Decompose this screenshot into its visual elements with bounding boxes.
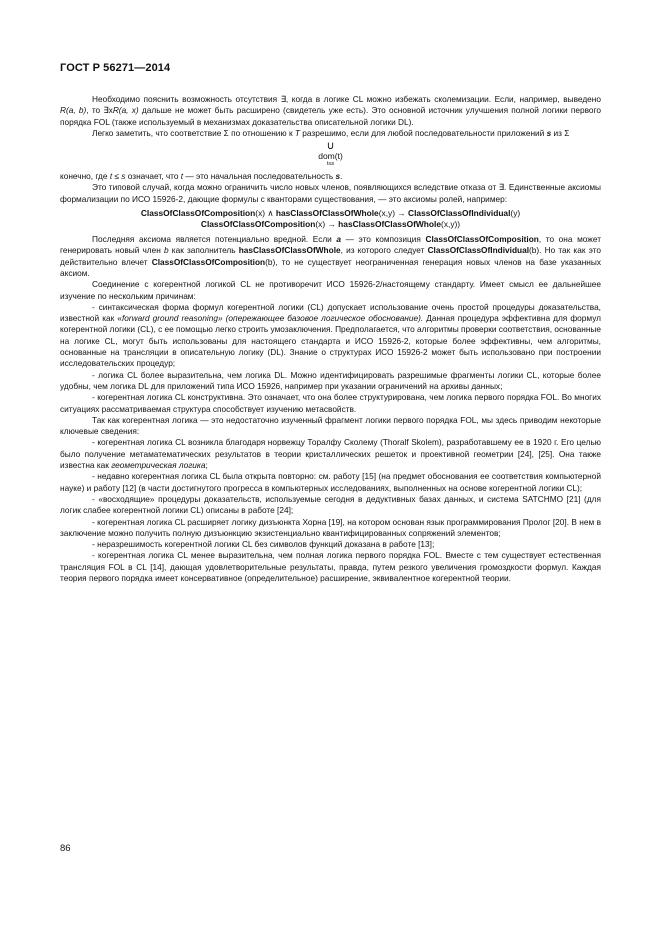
list-item-rediscovery: - недавно когерентная логика CL была открыта повторно: см. работу [15] (на предмет обоснования ее соответствия компьютерной науке) и работу [12] (в части достигнутого прогресса в компьютерных исследованиях, выполненных на основе когерентной логики CL); — [60, 471, 601, 493]
page-body — [60, 94, 601, 584]
axiom-line-2: ClassOfClassOfComposition(x) → hasClassOfClassOfWhole(x,y)) — [200, 219, 461, 230]
paragraph-harmful-axiom: Последняя аксиома является потенциально вредной. Если a — это композиция ClassOfClassOfComposition, то она может генерировать новый член b как заполнитель hasClassOfClassOfWhole, из которого следует ClassOfClassOfIndividual(b). Но так как это действительно влечет ClassOfClassOfComposition(b), то не существует неограниченная генерация новых членов на базе указанных аксиом. — [60, 234, 601, 278]
list-item-translation: - когерентная логика CL менее выразительна, чем полная логика первого порядка FOL. Вместе с тем существует естественная трансляция FOL в CL [14], дающая удовлетворительные результаты, правда, путем резкого увеличения громоздкости формул. Каждая теория первого порядка имеет консервативное (определительное) расширение, эквивалентное когерентной теории. — [60, 550, 601, 583]
formula-body: dom(t) — [318, 151, 343, 162]
list-item-expressiveness: - логика CL более выразительна, чем логика DL. Можно идентифицировать разрешимые фрагменты логики CL, которые более удобны, чем логика DL для приложений типа ИСО 15926, например при указании ограничений на архивы данных; — [60, 369, 601, 391]
paragraph-skolemization: Необходимо пояснить возможность отсутствия ∃, когда в логике CL можно избежать сколемизации. Если, например, выведено R(a, b), то ∃xR(a, x) дальше не может быть расширено (свидетель уже есть). Это основной источник улучшения полной логики первого порядка FOL (также используемый в механизмах доказательства описательной логики DL). — [60, 94, 601, 127]
list-item-horn: - когерентная логика CL расширяет логику дизъюнкта Хорна [19], на котором основан язык программирования Пролог [20]. В нем в заключение можно получить полную дизъюнкцию экзистенциально квантифицированных сопряжений элементов; — [60, 516, 601, 538]
role-axioms — [60, 208, 601, 230]
paragraph-decidability: Легко заметить, что соответствие Σ по отношению к T разрешимо, если для любой последовательности приложений s из Σ — [92, 127, 570, 138]
union-dom-formula — [60, 141, 601, 168]
union-symbol: ∪ — [326, 140, 335, 153]
axiom-line-1: ClassOfClassOfComposition(x) ∧ hasClassOfClassOfWhole(x,y) → ClassOfClassOfIndividual(y) — [140, 208, 521, 219]
paragraph-typical-case: Это типовой случай, когда можно ограничить число новых членов, появляющихся вследствие отказа от ∃. Единственные аксиомы формализации по ИСО 15926-2, дающие формулы с кванторами существования, — это аксиомы ролей, например: — [60, 182, 601, 204]
formula-subscript: t≤s — [326, 161, 335, 168]
page-number: 86 — [60, 843, 71, 854]
list-item-syntactic-form: - синтаксическая форма формул когерентной логики (CL) допускает использование очень простой процедуры доказательства, известной как «forward ground reasoning» (опережающее базовое логическое обоснование). Данная процедура эффективна для формул когерентной логики (CL), с ее помощью легко строить умозаключения. Предполагается, что алгоритмы проверки соответствия, основанные на логике CL, могут быть использованы для настоящего стандарта и ИСО 15926-2, которые более эффективны, чем алгоритмы, основанные на трансляции в описательную логику (DL). Знание о структурах ИСО 15926-2 может быть использовано при построении исследовательских процедур; — [60, 301, 601, 369]
paragraph-finite: конечно, где t ≤ s означает, что t — это начальная последовательность s. — [60, 171, 343, 182]
paragraph-key-facts: Так как когерентная логика — это недостаточно изученный фрагмент логики первого порядка FOL, мы здесь приводим некоторые ключевые сведения: — [60, 414, 601, 437]
list-item-constructive: - когерентная логика CL конструктивна. Это означает, что она более структурирована, чем логика первого порядка FOL. Во многих ситуациях рассматриваемая структура способствует изучению метасвойств. — [60, 392, 601, 414]
document-standard-id: ГОСТ Р 56271—2014 — [60, 62, 171, 74]
list-item-satchmo: - «восходящие» процедуры доказательств, используемые сегодня в дедуктивных базах данных, и система SATCHMO [21] (для логик слабее когерентной логики CL) описаны в работе [24]; — [60, 493, 601, 516]
list-item-undecidability: - неразрешимость когерентной логики CL без символов функций доказана в работе [13]; — [92, 539, 435, 550]
list-item-skolem: - когерентная логика CL возникла благодаря норвежцу Торалфу Сколему (Thoralf Skolem), разработавшему ее в 1920 г. Его целью было получение метаматематических результатов в теории кристаллических решеток и проективной геометрии [24], [25]. Она также известна как геометрическая логика; — [60, 437, 601, 471]
paragraph-coherent-logic-reasons: Соединение с когерентной логикой CL не противоречит ИСО 15926-2/настоящему стандарту. Имеет смысл ее дальнейшее изучение по нескольким причинам: — [60, 279, 601, 301]
